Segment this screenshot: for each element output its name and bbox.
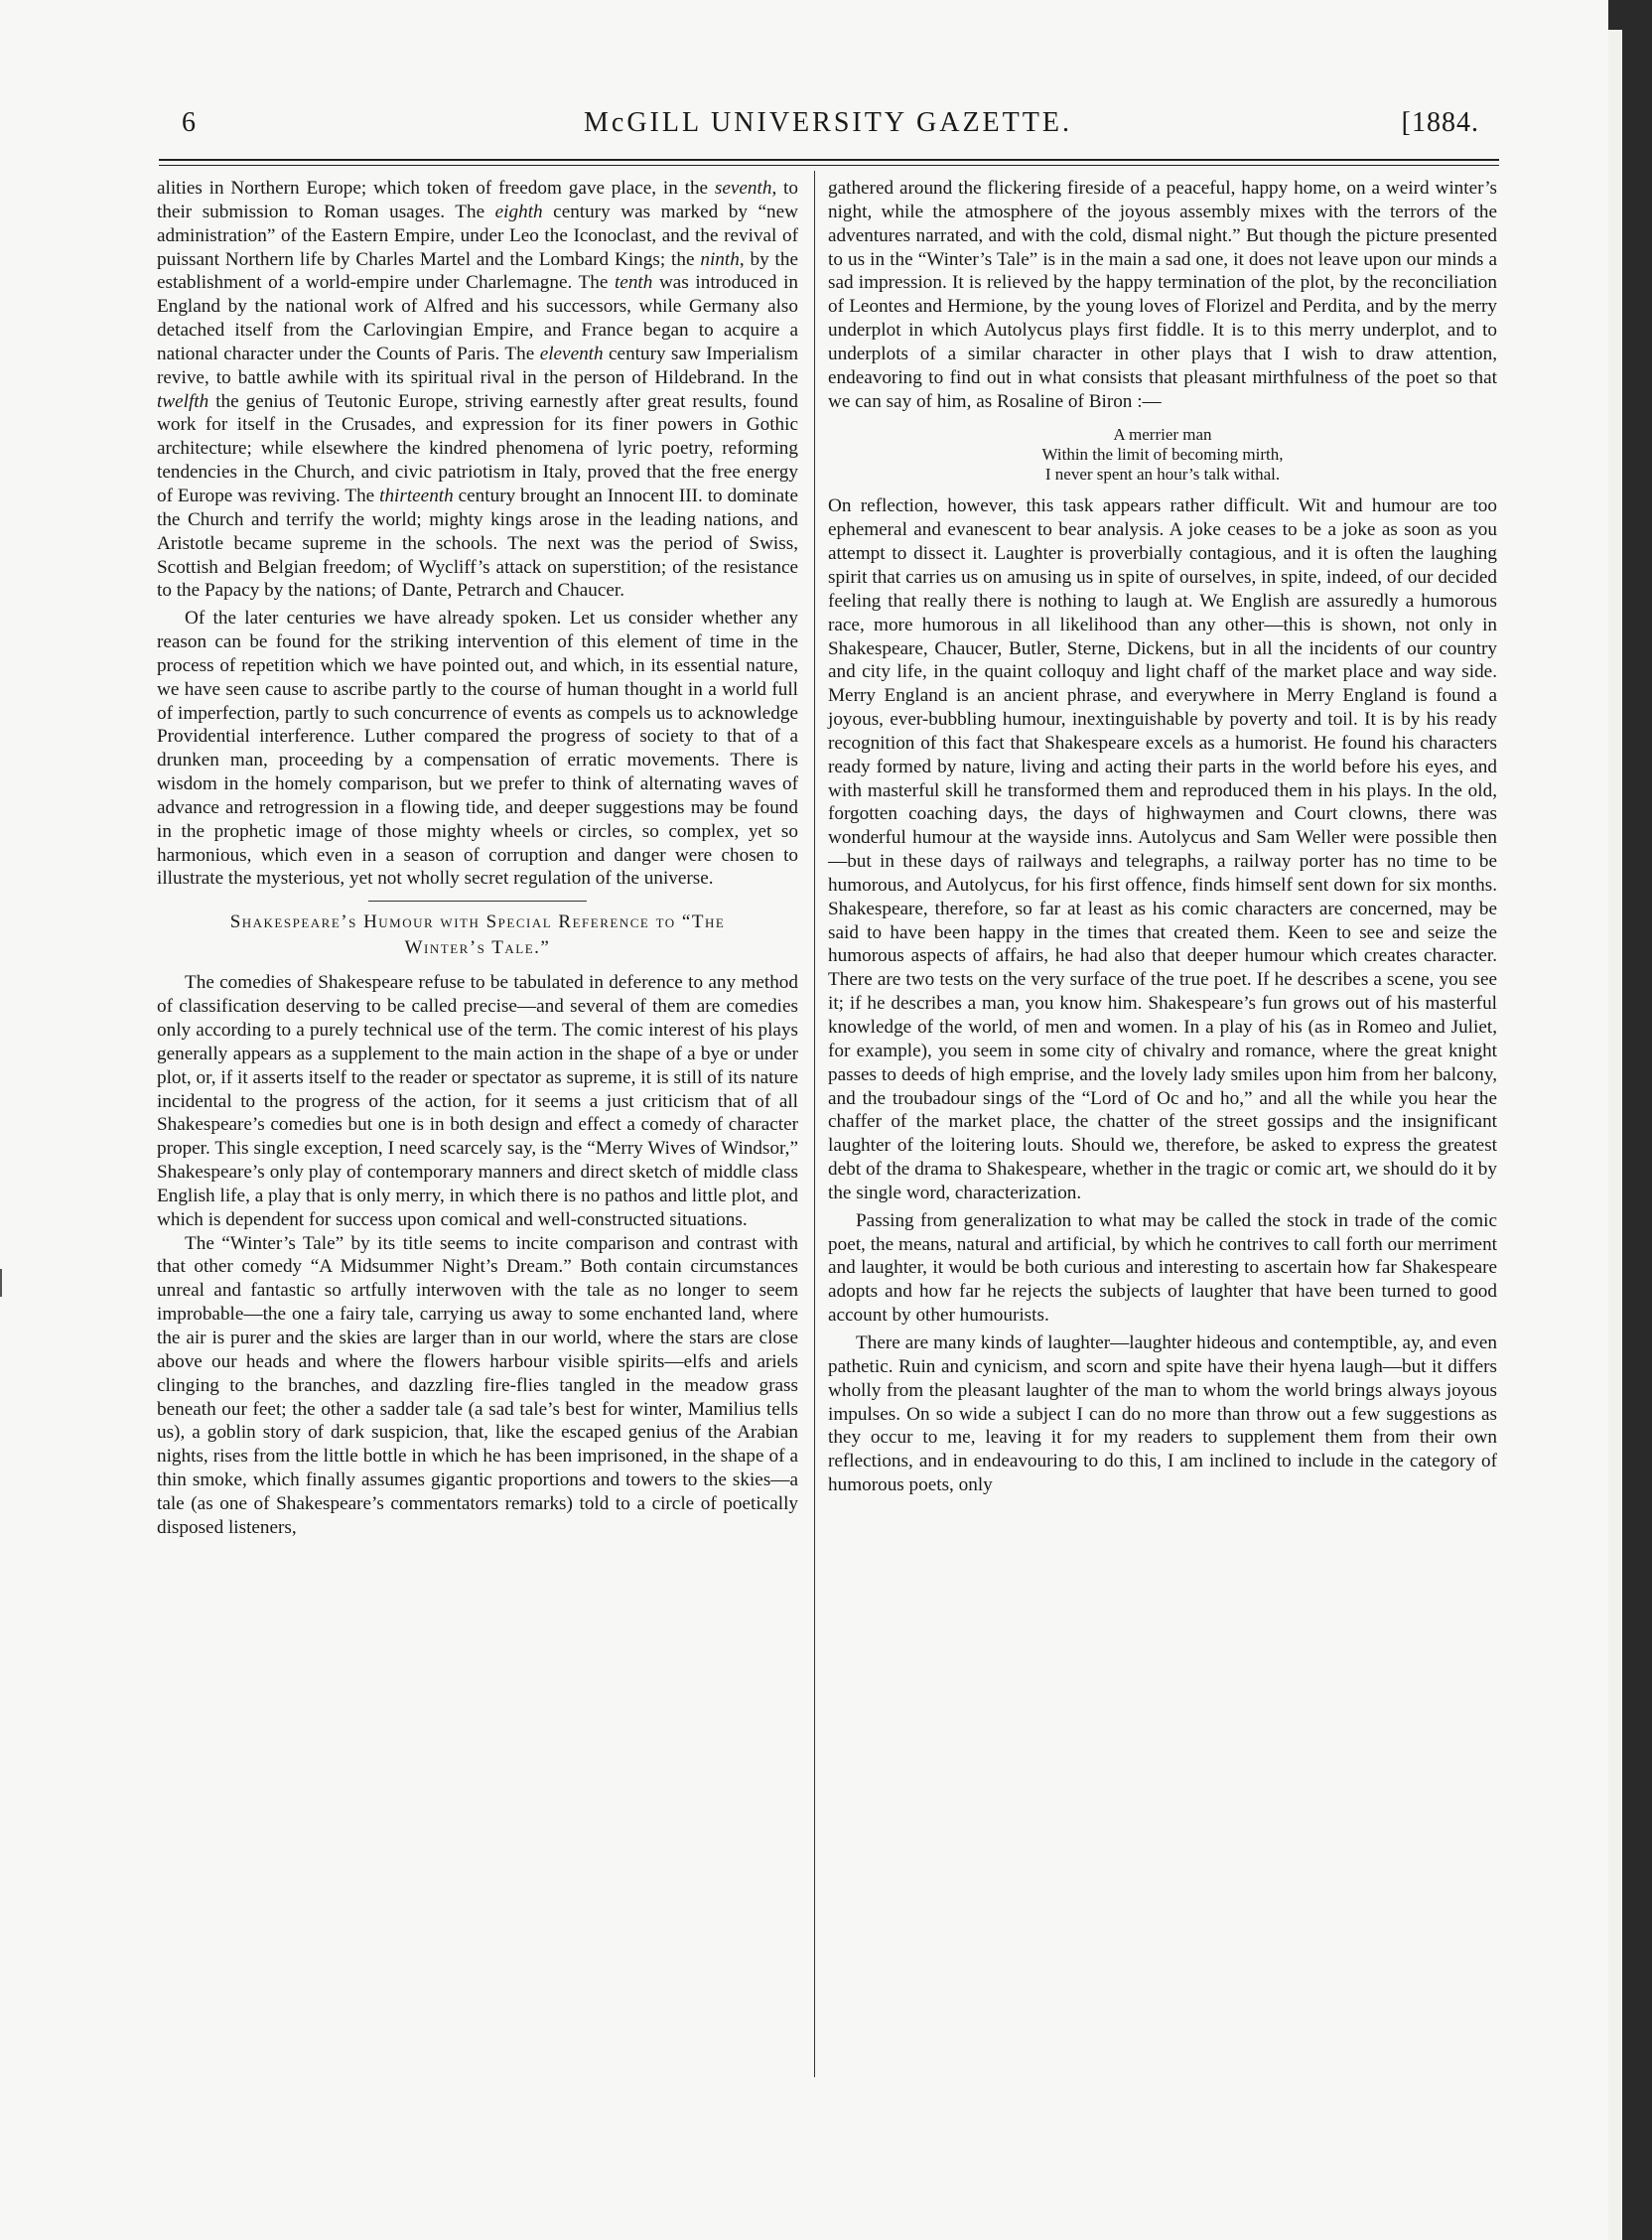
right-column [828, 177, 1497, 1497]
left-column [157, 177, 798, 1540]
paragraph-reflection: On reflection, however, this task appears rather difficult. Wit and humour are too ephemeral and evanescent to bear analysis. A joke ceases to be a joke as soon as you attempt to dissect it. Laughter is proverbially contagious, and it is often the laughing spirit that carries us on amusing us in spite of ourselves, in spite, indeed, of our decided feeling that really there is nothing to laugh at. We English are assuredly a humorous race, more humorous in all likelihood than any other—this is shown, not only in Shakespeare, Chaucer, Butler, Sterne, Dickens, but in all the incidents of our country and city life, in the quaint colloquy and light chaff of the market place and way side. Merry England is an ancient phrase, and everywhere in Merry England is found a joyous, ever-bubbling humour, inextinguishable by poverty and toil. It is by his ready recognition of this fact that Shakespeare excels as a humorist. He found his characters ready formed by nature, living and acting their parts in the world before his eyes, and with masterful skill he transformed them and reproduced them in his plays. In the old, forgotten coaching days, the days of highwaymen and Court clowns, there was wonderful humour at the wayside inns. Autolycus and Sam Weller were possible then—but in these days of railways and telegraphs, a railway porter has no time to be humorous, and Autolycus, for his first offence, finds himself sent down for six months. Shakespeare, therefore, so far at least as his comic characters are concerned, may be said to have been happy in the times that created them. Keen to see and seize the humorous aspects of affairs, he had also that deeper humour which creates character. There are two tests on the very surface of the true poet. If he describes a scene, you see it; if he describes a man, you know him. Shakespeare’s fun grows out of his masterful knowledge of the world, of men and women. In a play of his (as in Romeo and Juliet, for example), you seem in some city of chivalry and romance, where the great knight passes to deeds of high emprise, and the lovely lady smiles upon him from her balcony, and the troubadour sings of the “Lord of Oc and ho,” and all the while you hear the chaffer of the market place, the chatter of the street gossips and the insignificant laughter of the loitering louts. Should we, therefore, be asked to express the greatest debt of the drama to Shakespeare, whether in the tragic or comic art, we should do it by the single word, characterization. [828, 495, 1497, 1203]
article-heading [157, 910, 798, 961]
verse-line: A merrier man [1113, 425, 1212, 445]
adjacent-page-edge [1608, 0, 1652, 2240]
article-heading-line1: Shakespeare’s Humour with Special Reference to “The [229, 911, 726, 933]
verse-quote [828, 425, 1497, 485]
margin-mark [0, 1269, 10, 1297]
header-rule-thin [159, 165, 1499, 166]
paragraph-later-centuries: Of the later centuries we have already spoken. Let us consider whether any reason can be found for the striking intervention of this element of time in the process of repetition which we have pointed out, and which, in its essential nature, we have seen cause to ascribe partly to the course of human thought in a world full of imperfection, partly to such concurrence of events as compels us to acknowledge Providential interference. Luther compared the progress of society to that of a drunken man, proceeding by a compensation of erratic movements. There is wisdom in the homely comparison, but we prefer to think of alternating waves of advance and retrogression in a flowing tide, and deeper suggestions may be found in the prophetic image of those mighty wheels or circles, so complex, yet so harmonious, which even in a season of corruption and danger were chosen to illustrate the mysterious, yet not wholly secret regulation of the universe. [157, 608, 798, 890]
section-separator [368, 901, 587, 902]
header-rule-thick [159, 159, 1499, 161]
paragraph-kinds-of-laughter: There are many kinds of laughter—laughter hideous and contemptible, ay, and even pathetic. Ruin and cynicism, and scorn and spite have their hyena laugh—but it differs wholly from the pleasant laughter of the man to whom the world brings always joyous impulses. On so wide a subject I can do no more than throw out a few suggestions as they occur to me, leaving it for my readers to supplement them from their own reflections, and in endeavouring to do this, I am inclined to include in the category of humorous poets, only [828, 1331, 1497, 1496]
adjacent-page-strip [1608, 30, 1622, 2240]
paragraph-winters-tale: The “Winter’s Tale” by its title seems to incite comparison and contrast with that other comedy “A Midsummer Night’s Dream.” Both contain circumstances unreal and fantastic so artfully interwoven with the tale as no longer to seem improbable—the one a fairy tale, carrying us away to some enchanted land, where the air is purer and the skies are larger than in our world, where the stars are close above our heads and where the flowers harbour visible spirits—elfs and ariels clinging to the branches, and dazzling fire-flies tangled in the meadow grass beneath our feet; the other a sadder tale (a sad tale’s best for winter, Mamilius tells us), a goblin story of dark suspicion, that, like the escaped genius of the Arabian nights, rises from the little bottle in which he has been imprisoned, in the shape of a thin smoke, which finally assumes gigantic proportions and towers to the skies—a tale (as one of Shakespeare’s commentators remarks) told to a circle of poetically disposed listeners, [157, 1232, 798, 1538]
publication-title: McGILL UNIVERSITY GAZETTE. [584, 107, 1072, 138]
column-divider [814, 171, 815, 2077]
paragraph-centuries: alities in Northern Europe; which token of freedom gave place, in the seventh, to their submission to Roman usages. The eighth century was marked by “new administration” of the Eastern Empire, under Leo the Iconoclast, and the revival of puissant Northern life by Charles Martel and the Lombard Kings; the ninth, by the establishment of a world-empire under Charlemagne. The tenth was introduced in England by the national work of Alfred and his successors, while Germany also detached itself from the Carlovingian Empire, and France began to acquire a national character under the Counts of Paris. The eleventh century saw Imperialism revive, to battle awhile with its spiritual rival in the person of Hildebrand. In the twelfth the genius of Teutonic Europe, striving earnestly after great results, found work for itself in the Crusades, and expression for its finer powers in Gothic architecture; while elsewhere the kindred phenomena of lyric poetry, reforming tendencies in the Church, and civic patriotism in Italy, proved that the free energy of Europe was reviving. The thirteenth century brought an Innocent III. to dominate the Church and terrify the world; mighty kings arose in the leading nations, and Aristotle became supreme in the schools. The next was the period of Swiss, Scottish and Belgian freedom; of Wycliff’s attack on superstition; of the resistance to the Papacy by the nations; of Dante, Petrarch and Chaucer. [157, 178, 798, 602]
paragraph-fireside: gathered around the flickering fireside of a peaceful, happy home, on a weird winter’s night, while the atmosphere of the joyous assembly mixes with the terrors of the adventures narrated, and with the cold, dismal night.” But though the picture presented to us in the “Winter’s Tale” is in the main a sad one, it does not leave upon our minds a sad impression. It is relieved by the happy termination of the plot, by the reconciliation of Leontes and Hermione, by the young loves of Florizel and Perdita, and by the merry underplot in which Autolycus plays first fiddle. It is to this merry underplot, and to underplots of a similar character in other plays that I wish to draw attention, endeavoring to find out in what consists that pleasant mirthfulness of the poet so that we can say of him, as Rosaline of Biron :— [828, 178, 1497, 412]
article-heading-line2: Winter’s Tale.” [404, 937, 551, 959]
issue-year: [1884. [1401, 107, 1479, 138]
page-number: 6 [182, 107, 197, 138]
verse-line: Within the limit of becoming mirth, [1041, 445, 1284, 465]
verse-line: I never spent an hour’s talk withal. [1044, 465, 1281, 485]
paragraph-comedies: The comedies of Shakespeare refuse to be tabulated in deference to any method of classification deserving to be called precise—and several of them are comedies only according to a purely technical use of the term. The comic interest of his plays generally appears as a supplement to the main action in the shape of a bye or under plot, or, if it asserts itself to the reader or spectator as supreme, it is still of its nature incidental to the progress of the action, for it seems a just criticism that of all Shakespeare’s comedies but one is in both design and effect a comedy of character proper. This single exception, I need scarcely say, is the “Merry Wives of Windsor,” Shakespeare’s only play of contemporary manners and direct sketch of middle class English life, a play that is only merry, in which there is no pathos and little plot, and which is dependent for success upon comical and well-constructed situations. [157, 972, 798, 1230]
running-header [177, 107, 1479, 147]
paragraph-stock-in-trade: Passing from generalization to what may be called the stock in trade of the comic poet, the means, natural and artificial, by which he contrives to call forth our merriment and laughter, it would be both curious and interesting to ascertain how far Shakespeare adopts and how far he rejects the subjects of laughter that have been turned to good account by other humourists. [828, 1209, 1497, 1327]
